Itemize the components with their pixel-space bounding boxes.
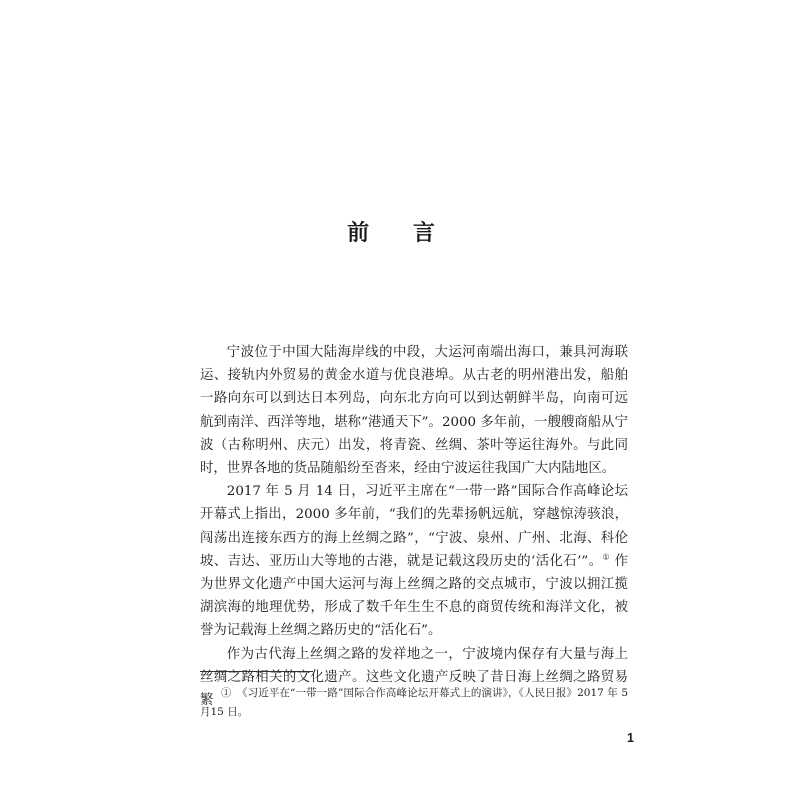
footnote-reference-marker: ① (602, 552, 610, 562)
paragraph-2 (200, 480, 628, 642)
paragraph-2-text-after-note: 作为世界文化遗产中国大运河与海上丝绸之路的交点城市，宁波以拥江揽湖滨海的地理优势，形成了数千年生生不息的商贸传统和海洋文化，被誉为记载海上丝绸之路历史的“活化石”。 (200, 553, 629, 639)
body-text (200, 341, 628, 712)
footnote-divider (200, 671, 313, 672)
paragraph-2-text-before-note: 2017 年 5 月 14 日，习近平主席在“一带一路”国际合作高峰论坛开幕式上指出，2000 多年前，“我们的先辈扬帆远航，穿越惊涛骇浪，闯荡出连接东西方的海上丝绸之路”，“宁波、泉州、广州、北海、科伦坡、吉达、亚历山大等地的古港，就是记载这段历史的‘活化石’”。 (200, 484, 628, 569)
page-title: 前 言 (347, 219, 453, 246)
paragraph-1: 宁波位于中国大陆海岸线的中段，大运河南端出海口，兼具河海联运、接轨内外贸易的黄金水道与优良港埠。从古老的明州港出发，船舶一路向东可以到达日本列岛，向东北方向可以到达朝鲜半岛，向南可远航到南洋、西洋等地，堪称“港通天下”。2000 多年前，一艘艘商船从宁波（古称明州、庆元）出发，将青瓷、丝绸、茶叶等运往海外。与此同时，世界各地的货品随船纷至沓来，经由宁波运往我国广大内陆地区。 (200, 345, 628, 477)
page-number: 1 (627, 731, 634, 745)
footnote: ① 《习近平在“一带一路”国际合作高峰论坛开幕式上的演讲》，《人民日报》2017 年 5 月15 日。 (200, 687, 628, 718)
paragraph-3: 作为古代海上丝绸之路的发祥地之一，宁波境内保存有大量与海上丝绸之路相关的文化遗产。这些文化遗产反映了昔日海上丝绸之路贸易繁 (200, 646, 628, 709)
